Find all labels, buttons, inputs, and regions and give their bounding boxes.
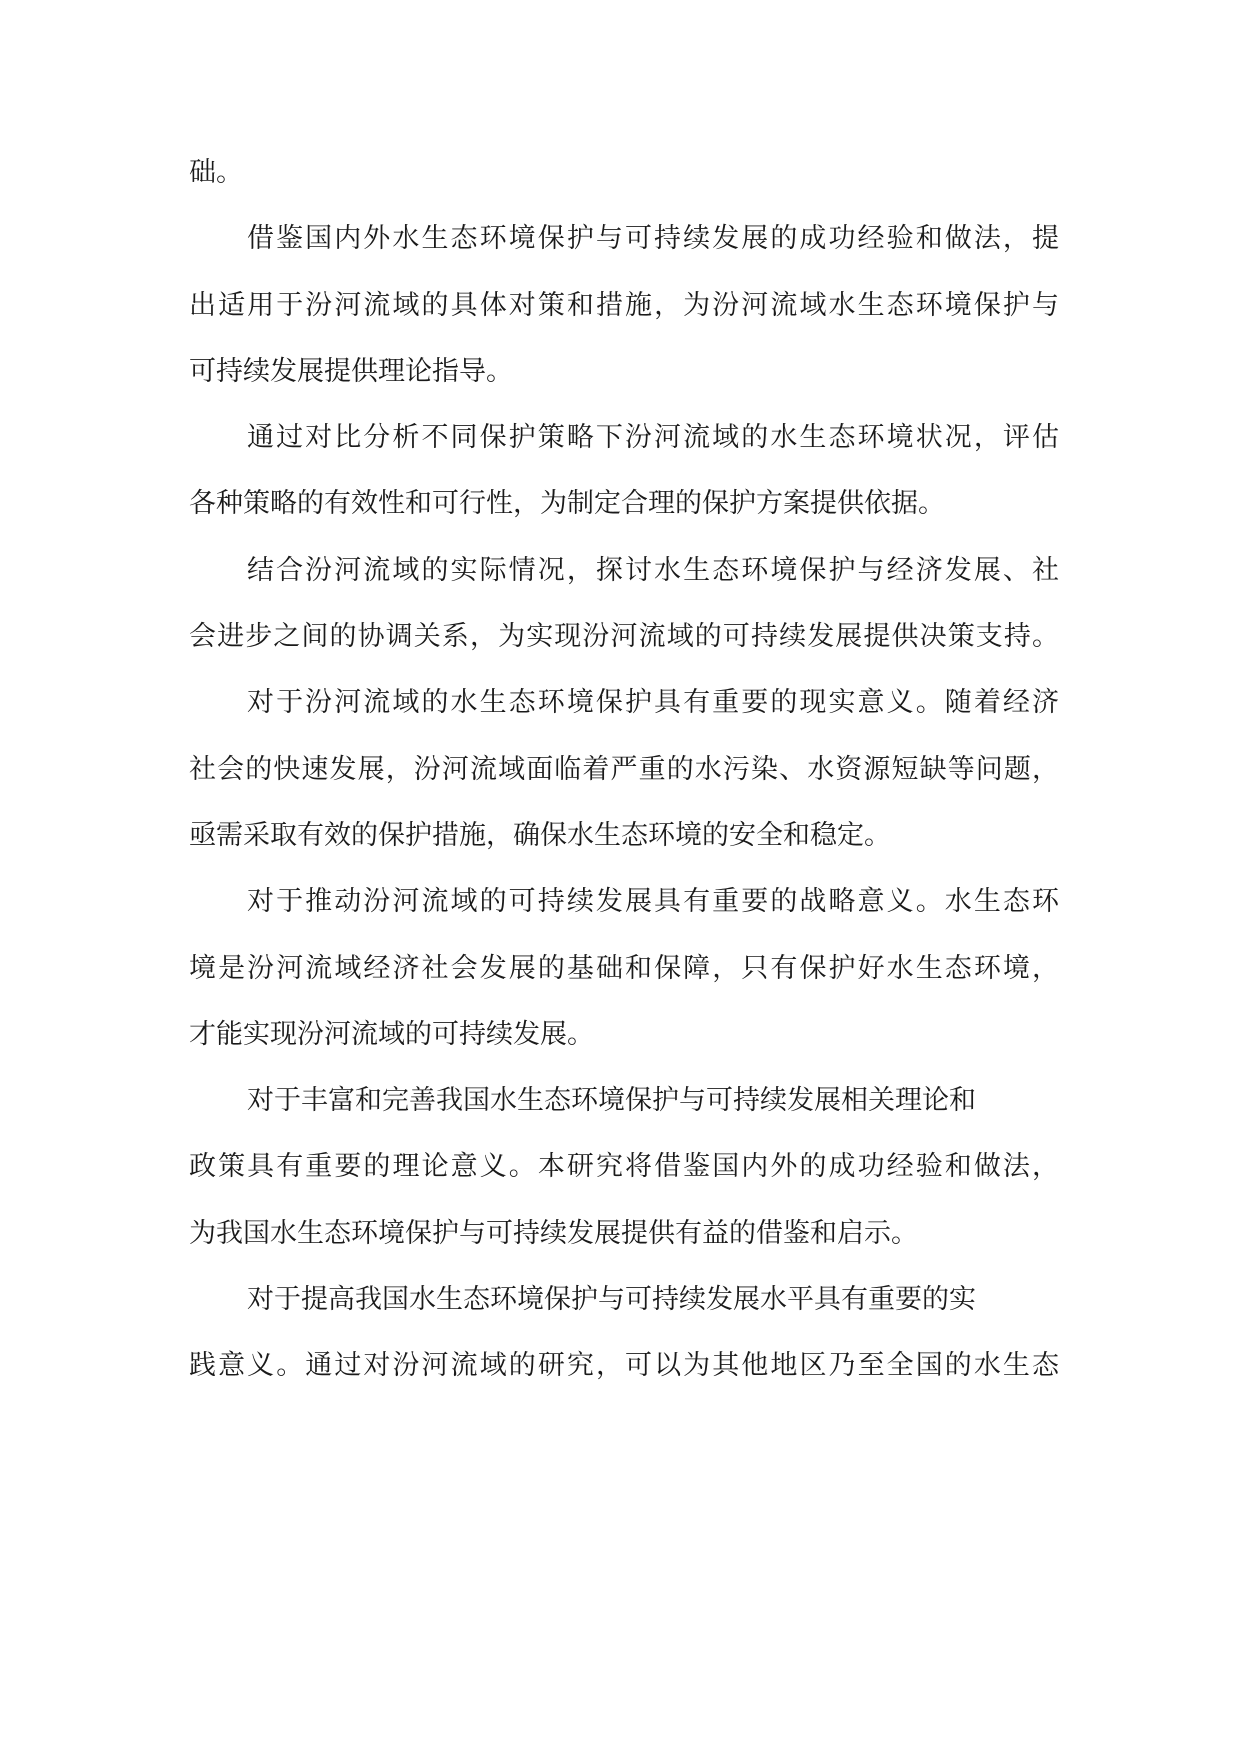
text-line: 亟需采取有效的保护措施，确保水生态环境的安全和稳定。 — [189, 819, 891, 851]
body-text — [189, 140, 1059, 1400]
text-line: 可持续发展提供理论指导。 — [189, 355, 513, 387]
text-line: 境是汾河流域经济社会发展的基础和保障，只有保护好水生态环境， — [189, 952, 1059, 984]
text-line: 政策具有重要的理论意义。本研究将借鉴国内外的成功经验和做法， — [189, 1151, 1059, 1183]
text-line: 出适用于汾河流域的具体对策和措施，为汾河流域水生态环境保护与 — [189, 289, 1059, 321]
paragraph-first-line: 结合汾河流域的实际情况，探讨水生态环境保护与经济发展、社 — [247, 554, 1059, 586]
text-line: 会进步之间的协调关系，为实现汾河流域的可持续发展提供决策支持。 — [189, 621, 1059, 653]
paragraph-first-line: 对于丰富和完善我国水生态环境保护与可持续发展相关理论和 — [247, 1085, 976, 1117]
paragraph-first-line: 对于推动汾河流域的可持续发展具有重要的战略意义。水生态环 — [247, 886, 1059, 918]
text-line: 各种策略的有效性和可行性，为制定合理的保护方案提供依据。 — [189, 488, 945, 520]
paragraph-first-line: 对于汾河流域的水生态环境保护具有重要的现实意义。随着经济 — [247, 687, 1059, 719]
text-line: 为我国水生态环境保护与可持续发展提供有益的借鉴和启示。 — [189, 1217, 918, 1249]
paragraph-first-line: 借鉴国内外水生态环境保护与可持续发展的成功经验和做法，提 — [247, 223, 1059, 255]
paragraph-first-line: 通过对比分析不同保护策略下汾河流域的水生态环境状况，评估 — [247, 422, 1059, 454]
text-line: 础。 — [189, 157, 243, 188]
paragraph-first-line: 对于提高我国水生态环境保护与可持续发展水平具有重要的实 — [247, 1284, 976, 1316]
text-line: 才能实现汾河流域的可持续发展。 — [189, 1018, 594, 1050]
text-line: 社会的快速发展，汾河流域面临着严重的水污染、水资源短缺等问题， — [189, 753, 1059, 785]
text-line: 践意义。通过对汾河流域的研究，可以为其他地区乃至全国的水生态 — [189, 1350, 1059, 1382]
